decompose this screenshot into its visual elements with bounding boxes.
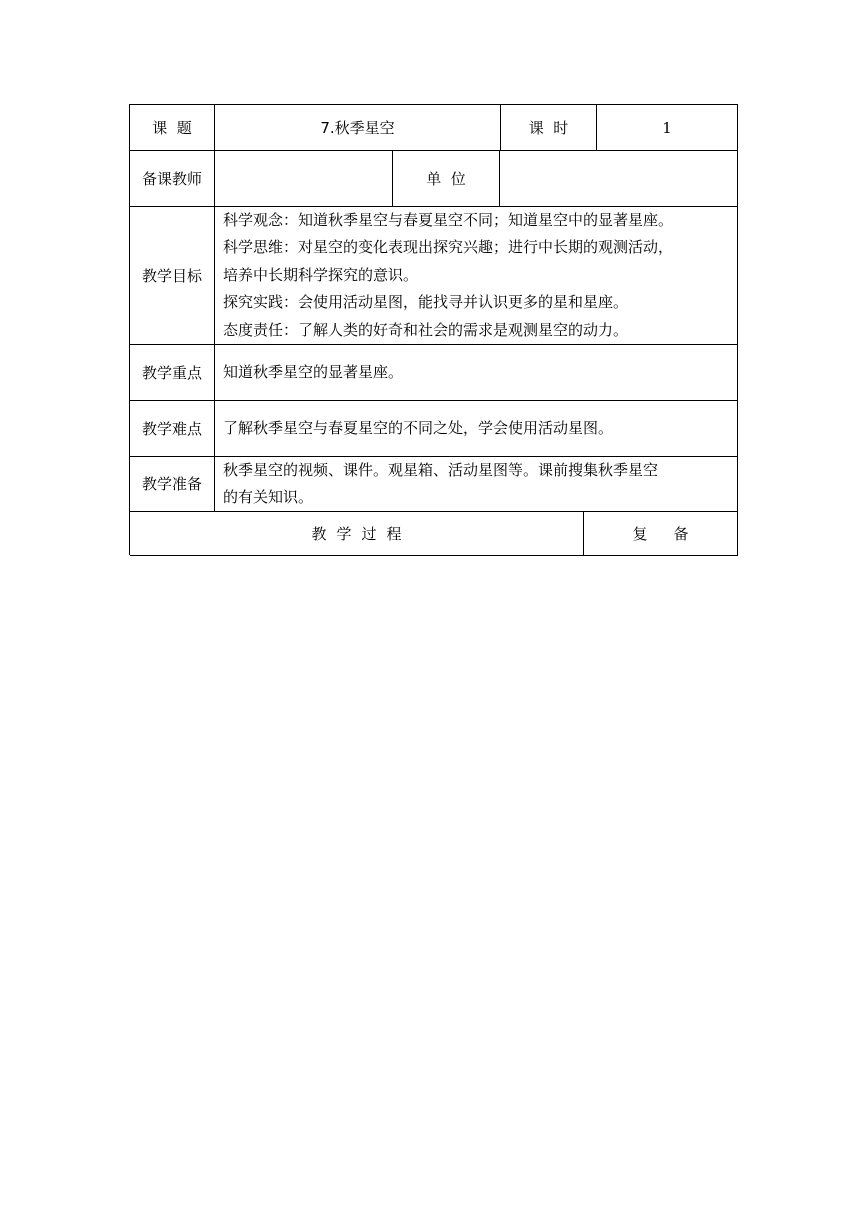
process-label: 教学过程	[311, 524, 412, 543]
hours-label-cell	[501, 105, 597, 151]
key-label: 教学重点	[141, 363, 202, 382]
key-content: 知道秋季星空的显著星座。	[223, 362, 404, 381]
prep-label-cell	[130, 457, 215, 512]
difficulty-content: 了解秋季星空与春夏星空的不同之处，学会使用活动星图。	[223, 418, 614, 437]
key-label-cell	[130, 345, 215, 401]
prep-line-2: 的有关知识。	[223, 488, 314, 506]
teacher-value-cell[interactable]	[215, 151, 393, 207]
difficulty-content-cell	[215, 401, 738, 457]
goal-line-2: 科学思维：对星空的变化表现出探究兴趣；进行中长期的观测活动，	[223, 238, 674, 257]
topic-value-cell	[215, 105, 501, 151]
review-label-cell	[584, 512, 738, 556]
goal-line-5: 态度责任：了解人类的好奇和社会的需求是观测星空的动力。	[223, 320, 629, 339]
goal-line-1: 科学观念：知道秋季星空与春夏星空不同；知道星空中的显著星座。	[223, 210, 674, 229]
hours-label: 课 时	[528, 118, 569, 137]
review-label: 复备	[632, 524, 715, 543]
lesson-plan-table	[129, 104, 738, 555]
teacher-label: 备课教师	[141, 169, 202, 188]
hours-value: 1	[662, 118, 672, 137]
prep-content-cell	[215, 457, 738, 512]
unit-label: 单 位	[426, 169, 466, 188]
topic-label: 课 题	[152, 118, 192, 137]
hours-value-cell	[597, 105, 738, 151]
goal-line-4: 探究实践：会使用活动星图，能找寻并认识更多的星和星座。	[223, 293, 629, 312]
goals-content-cell	[215, 207, 738, 345]
goals-label-cell	[130, 207, 215, 345]
difficulty-label-cell	[130, 401, 215, 457]
difficulty-label: 教学难点	[141, 419, 202, 438]
topic-label-cell	[130, 105, 215, 151]
prep-label: 教学准备	[141, 475, 202, 493]
key-content-cell	[215, 345, 738, 401]
goals-label: 教学目标	[141, 266, 202, 285]
goal-line-3: 培养中长期科学探究的意识。	[223, 265, 419, 284]
teacher-label-cell	[130, 151, 215, 207]
lesson-title: 7.秋季星空	[320, 118, 395, 137]
unit-label-cell	[393, 151, 500, 207]
prep-line-1: 秋季星空的视频、课件。观星箱、活动星图等。课前搜集秋季星空	[223, 460, 659, 479]
unit-value-cell[interactable]	[500, 151, 738, 207]
process-label-cell	[130, 512, 584, 556]
